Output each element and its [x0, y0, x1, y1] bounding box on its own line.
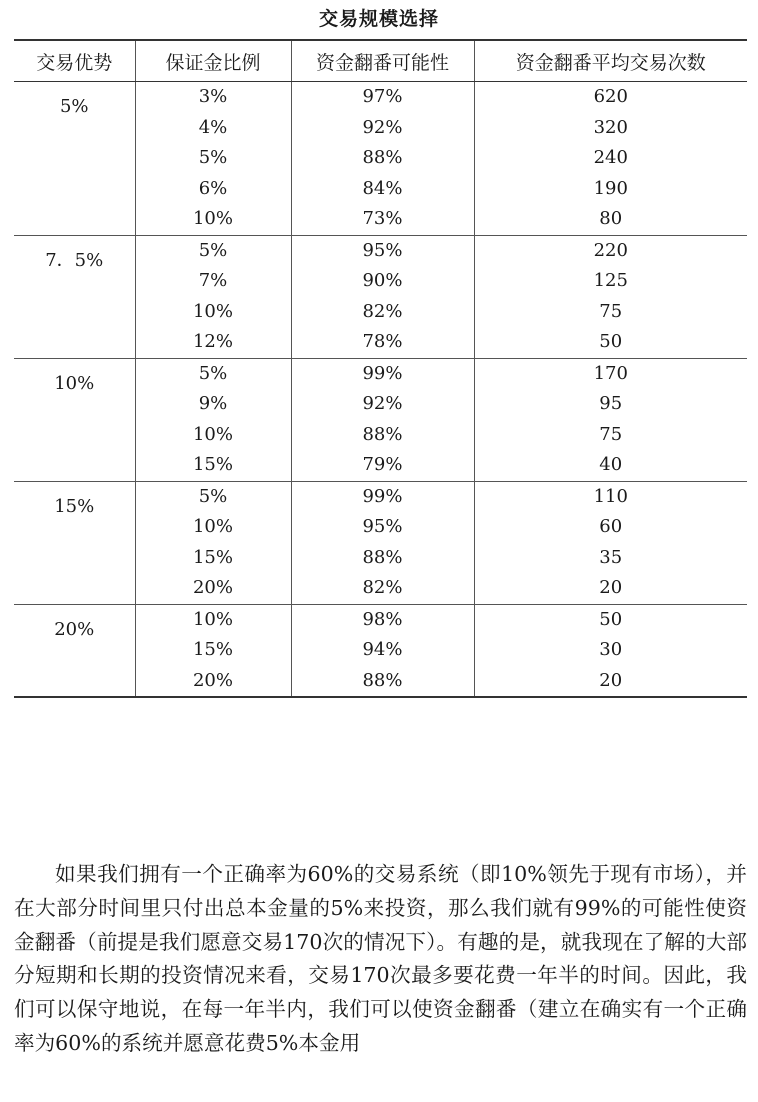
- table-group-row: [14, 235, 747, 358]
- margin-value: 15%: [192, 454, 233, 475]
- margin-value: 5%: [198, 485, 228, 507]
- table-group-row: [14, 604, 747, 697]
- trade-size-table: [14, 39, 747, 698]
- margin-value: 20%: [192, 577, 233, 598]
- margin-value: 10%: [192, 608, 233, 630]
- margin-value: 10%: [192, 300, 233, 322]
- probability-value: 78%: [362, 331, 403, 352]
- trades-value: 95: [599, 393, 623, 414]
- table-group-row: [14, 481, 747, 604]
- header-margin-ratio: 保证金比例: [135, 40, 291, 82]
- probability-cell: [291, 82, 474, 236]
- trades-value: 50: [599, 331, 623, 352]
- probability-value: 99%: [362, 362, 403, 384]
- probability-cell: [291, 604, 474, 697]
- trades-cell: [474, 604, 747, 697]
- margin-value: 9%: [198, 393, 228, 414]
- body-paragraph: 如果我们拥有一个正确率为60%的交易系统（即10%领先于现有市场），并在大部分时间里只付出总本金量的5%来投资，那么我们就有99%的可能性使资金翻番（前提是我们愿意交易170次的情况下）。有趣的是，就我现在了解的大部分短期和长期的投资情况来看，交易170次最多要花费一年半的时间。因此，我们可以保守地说，在每一年半内，我们可以使资金翻番（建立在确实有一个正确率为60%的系统并愿意花费5%本金用: [14, 862, 747, 1055]
- probability-value: 88%: [362, 546, 403, 568]
- probability-cell: [291, 481, 474, 604]
- advantage-value: 5%: [59, 96, 89, 117]
- margin-value: 20%: [192, 669, 233, 691]
- probability-value: 99%: [362, 485, 403, 507]
- table-header-row: [14, 40, 747, 82]
- margin-value: 5%: [198, 239, 228, 261]
- probability-value: 88%: [362, 147, 403, 168]
- margin-value: 10%: [192, 208, 233, 229]
- probability-value: 84%: [362, 177, 403, 199]
- margin-value: 15%: [192, 546, 233, 568]
- advantage-cell: [14, 358, 135, 481]
- margin-value: 3%: [198, 86, 228, 107]
- margin-value: 7%: [198, 270, 228, 291]
- advantage-value: 20%: [54, 618, 95, 640]
- trades-cell: [474, 481, 747, 604]
- trades-value: 50: [599, 608, 623, 630]
- margin-cell: [135, 82, 291, 236]
- probability-value: 90%: [362, 270, 403, 291]
- trades-value: 35: [599, 546, 623, 568]
- trades-value: 320: [593, 116, 628, 138]
- trades-cell: [474, 82, 747, 236]
- trades-value: 20: [599, 669, 623, 691]
- table-group-row: [14, 358, 747, 481]
- probability-value: 79%: [362, 454, 403, 475]
- trades-value: 110: [593, 485, 628, 507]
- margin-cell: [135, 235, 291, 358]
- trades-value: 220: [593, 239, 628, 261]
- trades-cell: [474, 358, 747, 481]
- trades-value: 75: [599, 423, 623, 445]
- header-advantage: 交易优势: [14, 40, 135, 82]
- advantage-cell: [14, 235, 135, 358]
- probability-value: 88%: [362, 669, 403, 691]
- probability-value: 82%: [362, 577, 403, 598]
- trades-value: 40: [599, 454, 623, 475]
- trades-value: 240: [593, 147, 628, 168]
- advantage-value: 10%: [54, 372, 95, 394]
- margin-cell: [135, 358, 291, 481]
- probability-value: 94%: [362, 639, 403, 660]
- probability-value: 97%: [362, 86, 403, 107]
- trades-cell: [474, 235, 747, 358]
- probability-value: 82%: [362, 300, 403, 322]
- trades-value: 80: [599, 208, 623, 229]
- trades-value: 190: [593, 177, 628, 199]
- probability-value: 98%: [362, 608, 403, 630]
- margin-cell: [135, 604, 291, 697]
- trades-value: 170: [593, 362, 628, 384]
- probability-value: 88%: [362, 423, 403, 445]
- margin-value: 10%: [192, 516, 233, 537]
- trades-value: 125: [593, 270, 628, 291]
- advantage-cell: [14, 604, 135, 697]
- margin-value: 12%: [192, 331, 233, 352]
- table-group-row: [14, 82, 747, 236]
- trades-value: 75: [599, 300, 623, 322]
- probability-cell: [291, 358, 474, 481]
- probability-cell: [291, 235, 474, 358]
- margin-value: 5%: [198, 147, 228, 168]
- advantage-value: 7．5%: [45, 249, 104, 271]
- margin-value: 5%: [198, 362, 228, 384]
- margin-value: 6%: [198, 177, 228, 199]
- probability-value: 95%: [362, 516, 403, 537]
- trades-value: 30: [599, 639, 623, 660]
- header-average-trades: 资金翻番平均交易次数: [474, 40, 747, 82]
- margin-value: 15%: [192, 639, 233, 660]
- table-body: [14, 82, 747, 698]
- probability-value: 92%: [362, 116, 403, 138]
- margin-value: 10%: [192, 423, 233, 445]
- trades-value: 60: [599, 516, 623, 537]
- advantage-cell: [14, 82, 135, 236]
- probability-value: 73%: [362, 208, 403, 229]
- margin-value: 4%: [198, 116, 228, 138]
- advantage-cell: [14, 481, 135, 604]
- table-title: 交易规模选择: [318, 8, 439, 30]
- trades-value: 620: [593, 86, 628, 107]
- probability-value: 95%: [362, 239, 403, 261]
- probability-value: 92%: [362, 393, 403, 414]
- header-double-probability: 资金翻番可能性: [291, 40, 474, 82]
- advantage-value: 15%: [54, 495, 95, 517]
- trades-value: 20: [599, 577, 623, 598]
- margin-cell: [135, 481, 291, 604]
